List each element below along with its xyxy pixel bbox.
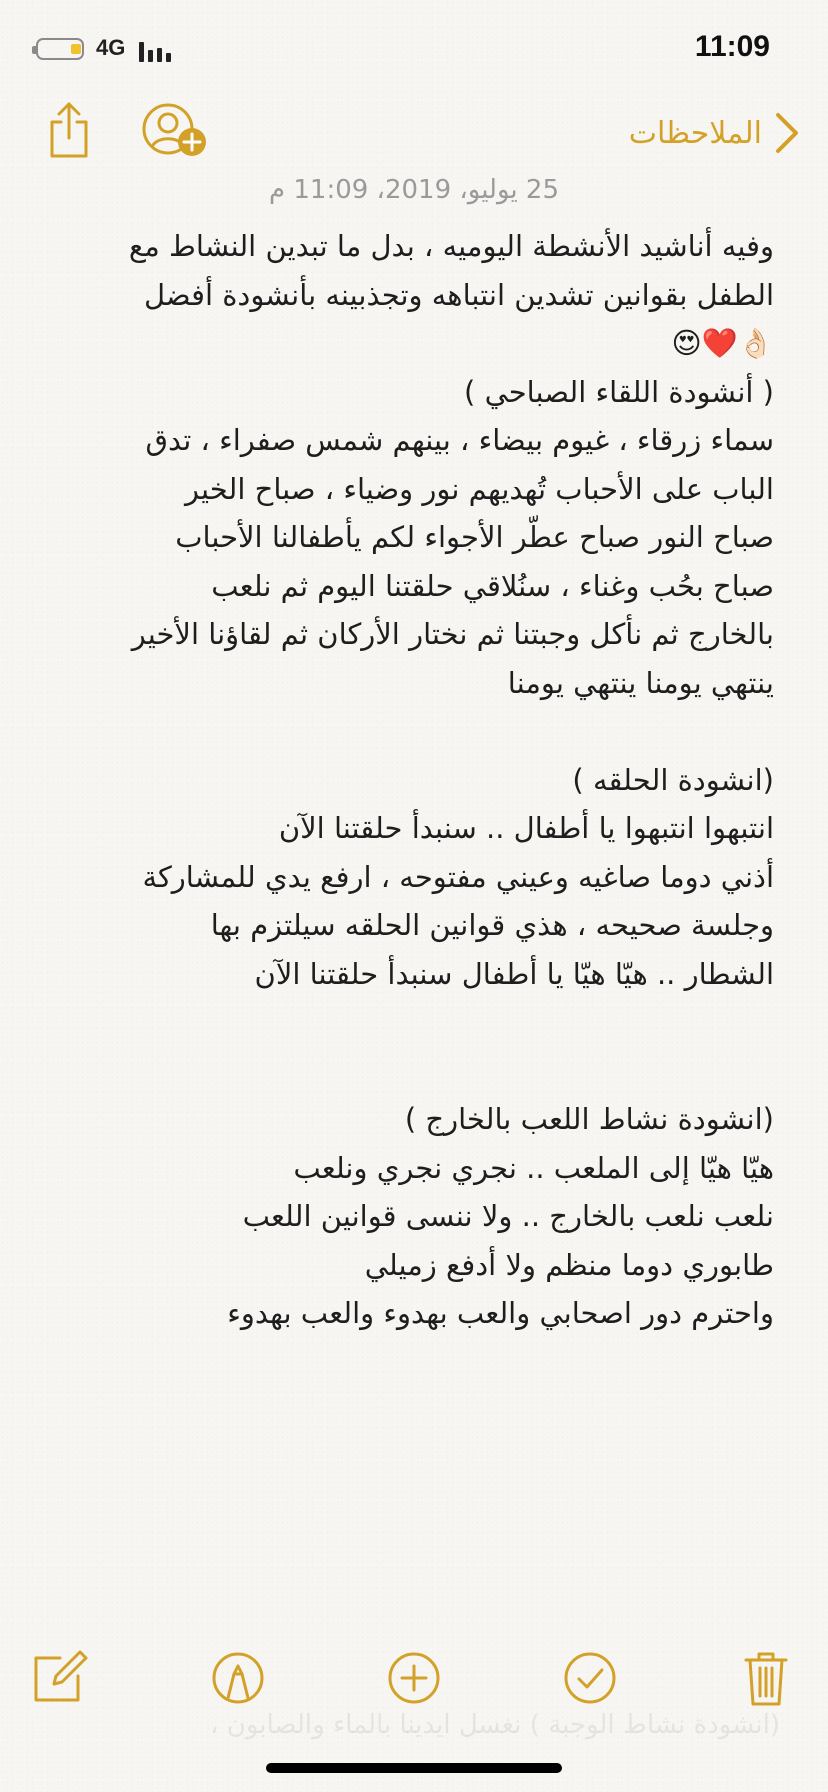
back-label: الملاحظات (628, 115, 762, 151)
share-button[interactable] (44, 100, 94, 160)
markup-button[interactable] (208, 1648, 268, 1708)
note-line: صباح النور صباح عطّر الأجواء لكم يأطفالنا الأحباب (175, 520, 774, 554)
status-time: 11:09 (694, 30, 770, 63)
note-line (52, 998, 774, 1047)
nav-bar (0, 100, 828, 180)
markup-icon (208, 1648, 268, 1708)
note-line: الباب على الأحباب تُهديهم نور وضياء ، صباح الخير (185, 471, 774, 506)
checklist-button[interactable] (560, 1648, 620, 1708)
note-line: بالخارج ثم نأكل وجبتنا ثم نختار الأركان ثم لقاؤنا الأخير (131, 617, 774, 651)
note-line: أذني دوما صاغيه وعيني مفتوحه ، ارفع يدي للمشاركة (142, 859, 774, 894)
add-people-button[interactable] (140, 102, 216, 162)
note-line: سماء زرقاء ، غيوم بيضاء ، بينهم شمس صفراء ، تدق (145, 423, 774, 457)
note-line (52, 1047, 774, 1096)
note-line: ( أنشودة اللقاء الصباحي ) (464, 374, 774, 409)
note-line: (انشودة نشاط اللعب بالخارج ) (404, 1102, 774, 1136)
note-line: (انشودة الحلقه ) (572, 762, 774, 797)
note-line: انتبهوا انتبهوا يا أطفال .. سنبدأ حلقتنا الآن (278, 811, 774, 845)
note-date: 25 يوليو، 2019، 11:09 م (268, 175, 560, 205)
home-indicator[interactable] (266, 1763, 562, 1773)
chevron-right-icon (774, 111, 800, 155)
compose-icon (30, 1648, 90, 1708)
add-person-icon (140, 102, 216, 162)
add-icon (384, 1648, 444, 1708)
bottom-toolbar (0, 1648, 828, 1708)
compose-button[interactable] (30, 1648, 90, 1708)
signal-strength-icon (139, 40, 179, 62)
note-line: نلعب نلعب بالخارج .. ولا ننسى قوانين اللعب (242, 1199, 774, 1233)
note-body[interactable] (52, 222, 774, 1338)
note-line: وفيه أناشيد الأنشطة اليوميه ، بدل ما تبدين النشاط مع (128, 229, 774, 263)
note-line (52, 707, 774, 756)
network-type: 4G (96, 35, 126, 60)
note-line: الشطار .. هيّا هيّا يا أطفال سنبدأ حلقتنا الآن (254, 956, 774, 991)
checklist-icon (560, 1648, 620, 1708)
note-line: صباح بحُب وغناء ، سنُلاقي حلقتنا اليوم ثم نلعب (211, 568, 774, 603)
note-line: ينتهي يومنا ينتهي يومنا (507, 665, 774, 700)
note-line: طابوري دوما منظم ولا أدفع زميلي (364, 1247, 774, 1282)
note-overflow-line: (انشودة نشاط الوجبة ) نغسل ايدينا بالماء والصابون ، (210, 1710, 780, 1740)
status-bar (0, 0, 828, 100)
note-line: هيّا هيّا إلى الملعب .. نجري نجري ونلعب (293, 1150, 774, 1185)
add-button[interactable] (384, 1648, 444, 1708)
back-to-notes-button[interactable] (629, 108, 800, 158)
trash-icon (736, 1648, 796, 1708)
note-line: وجلسة صحيحه ، هذي قوانين الحلقه سيلتزم بها (210, 908, 774, 942)
note-line: واحترم دور اصحابي والعب بهدوء والعب بهدوء (227, 1296, 774, 1330)
share-icon (44, 100, 94, 160)
delete-button[interactable] (736, 1648, 796, 1708)
battery-icon (36, 38, 84, 60)
note-line: 👌🏻❤️😍 (671, 326, 774, 360)
note-line: الطفل بقوانين تشدين انتباهه وتجذبينه بأنشودة أفضل (143, 277, 774, 312)
